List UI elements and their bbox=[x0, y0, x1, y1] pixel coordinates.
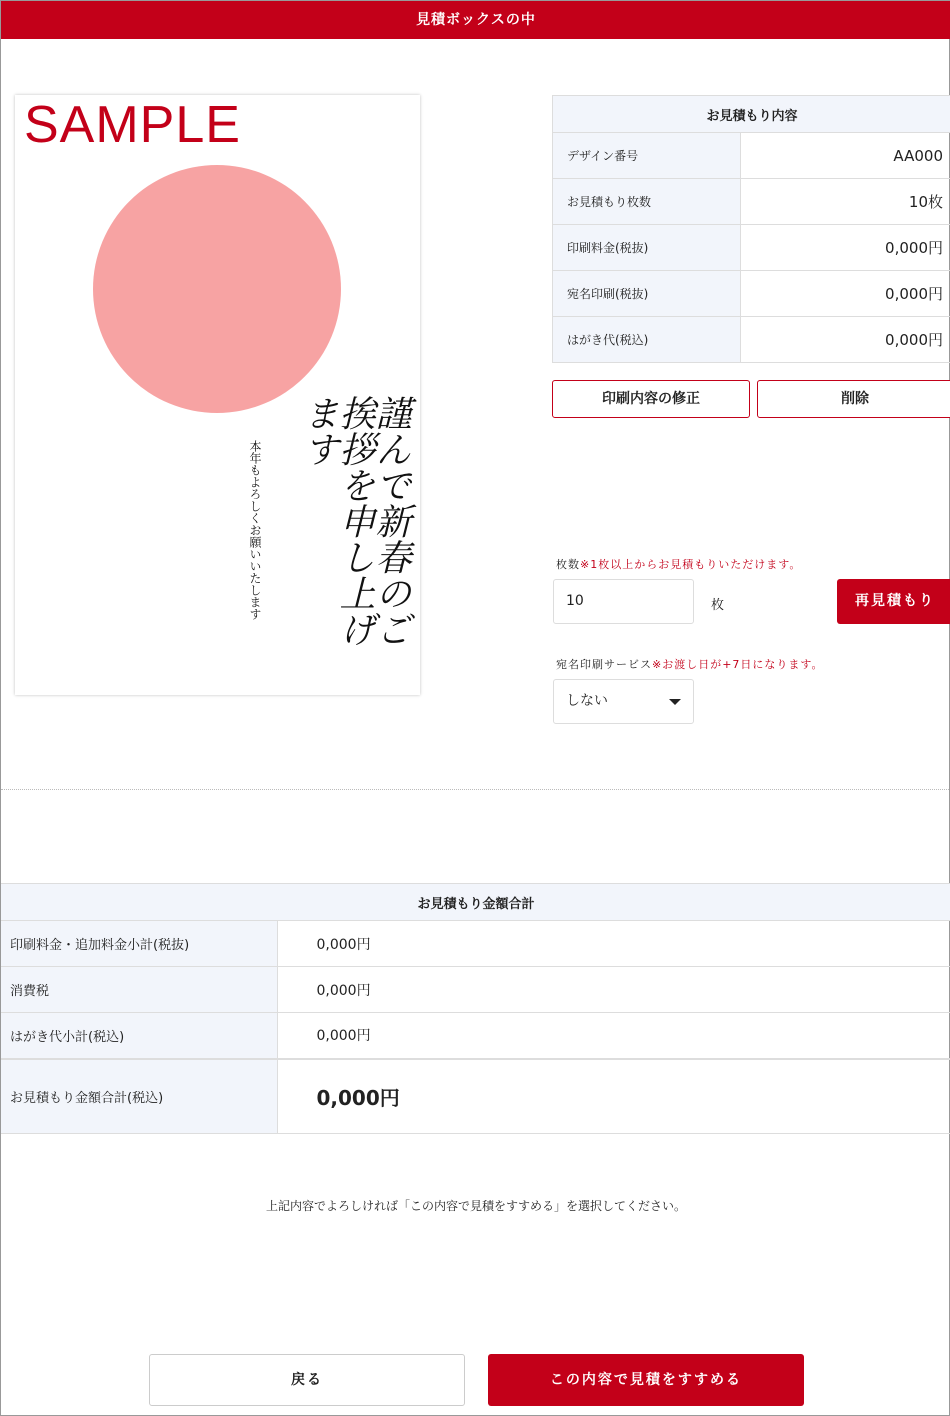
estimate-table bbox=[552, 95, 950, 363]
back-button[interactable]: 戻る bbox=[149, 1354, 465, 1406]
table-row bbox=[1, 921, 950, 967]
address-note: ※お渡し日が+7日になります。 bbox=[652, 658, 824, 671]
table-row bbox=[553, 179, 950, 225]
card-preview bbox=[15, 95, 420, 695]
table-row bbox=[553, 225, 950, 271]
address-select-value: しない bbox=[566, 693, 608, 709]
total-table bbox=[1, 883, 950, 1134]
table-row bbox=[553, 133, 950, 179]
row-value: 0,000円 bbox=[277, 921, 950, 967]
row-label: 印刷料金・追加料金小計(税抜) bbox=[1, 921, 277, 967]
count-input[interactable]: 10 bbox=[553, 579, 694, 624]
row-value: 0,000円 bbox=[277, 967, 950, 1013]
row-value: 0,000円 bbox=[741, 225, 950, 271]
sun-circle bbox=[93, 165, 341, 413]
section-divider bbox=[1, 789, 950, 790]
row-label: デザイン番号 bbox=[553, 133, 741, 179]
row-value: 0,000円 bbox=[741, 271, 950, 317]
instruction-note: 上記内容でよろしければ「この内容で見積をすすめる」を選択してください。 bbox=[265, 1199, 687, 1213]
row-label: 消費税 bbox=[1, 967, 277, 1013]
address-select[interactable] bbox=[553, 679, 694, 724]
address-label: 宛名印刷サービス bbox=[556, 658, 652, 671]
chevron-down-icon bbox=[669, 699, 681, 705]
row-label: はがき代(税込) bbox=[553, 317, 741, 363]
total-title: お見積もり金額合計 bbox=[1, 884, 950, 921]
count-label: 枚数 bbox=[556, 558, 580, 571]
greeting-subtext: 本年もよろしくお願いいたします bbox=[248, 440, 262, 620]
recalculate-button[interactable]: 再見積もり bbox=[837, 579, 950, 624]
table-row bbox=[1, 1013, 950, 1059]
table-row bbox=[1, 967, 950, 1013]
grand-total-value: 0,000円 bbox=[277, 1059, 950, 1134]
estimate-title: お見積もり内容 bbox=[553, 96, 950, 133]
row-value: 0,000円 bbox=[741, 317, 950, 363]
delete-button[interactable]: 削除 bbox=[757, 380, 950, 418]
table-row bbox=[553, 271, 950, 317]
header-title: 見積ボックスの中 bbox=[1, 1, 950, 39]
row-value: 10枚 bbox=[741, 179, 950, 225]
count-note: ※1枚以上からお見積もりいただけます。 bbox=[580, 558, 802, 571]
row-label: 宛名印刷(税抜) bbox=[553, 271, 741, 317]
greeting-text: 謹んで新春のご挨拶を申し上げます bbox=[298, 395, 411, 647]
edit-print-button[interactable]: 印刷内容の修正 bbox=[552, 380, 750, 418]
row-value: AA000 bbox=[741, 133, 950, 179]
grand-total-row bbox=[1, 1059, 950, 1134]
row-label: お見積もり金額合計(税込) bbox=[1, 1059, 277, 1134]
proceed-button[interactable]: この内容で見積をすすめる bbox=[488, 1354, 804, 1406]
row-value: 0,000円 bbox=[277, 1013, 950, 1059]
count-unit: 枚 bbox=[711, 598, 725, 613]
table-row bbox=[553, 317, 950, 363]
row-label: はがき代小計(税込) bbox=[1, 1013, 277, 1059]
sample-watermark: SAMPLE bbox=[24, 96, 241, 154]
row-label: お見積もり枚数 bbox=[553, 179, 741, 225]
row-label: 印刷料金(税抜) bbox=[553, 225, 741, 271]
